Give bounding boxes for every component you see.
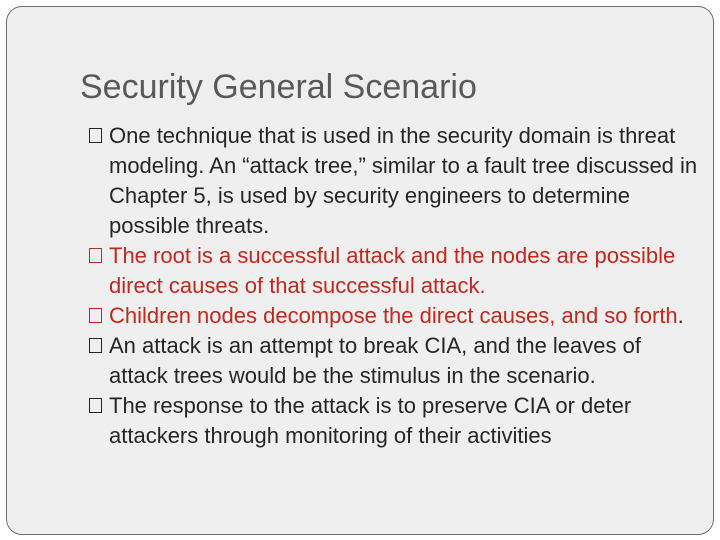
box-bullet-icon xyxy=(89,128,102,143)
bullet-text: One technique that is used in the security domain is threat modeling. An “attack tree,” similar to a fault tree discussed in Chapter 5, is used by security engineers to determine possible threats. xyxy=(109,123,698,238)
bullet-item xyxy=(89,121,699,241)
box-bullet-icon xyxy=(89,398,102,413)
bullet-text: The root is a successful attack and the nodes are possible direct causes of that successful attack. xyxy=(109,243,676,298)
bullet-text-end: . xyxy=(677,303,684,328)
box-bullet-icon xyxy=(89,338,102,353)
bullet-text: Children nodes decompose the direct causes, and so forth xyxy=(109,303,678,328)
bullet-item xyxy=(89,301,699,331)
bullet-item xyxy=(89,331,699,391)
box-bullet-icon xyxy=(89,308,102,323)
box-bullet-icon xyxy=(89,248,102,263)
bullet-item xyxy=(89,391,699,451)
bullet-list xyxy=(89,121,699,451)
slide-title: Security General Scenario xyxy=(80,68,477,106)
bullet-item xyxy=(89,241,699,301)
bullet-text: An attack is an attempt to break CIA, and the leaves of attack trees would be the stimulus in the scenario. xyxy=(109,333,641,388)
bullet-text: The response to the attack is to preserve CIA or deter attackers through monitoring of their activities xyxy=(109,393,632,448)
slide xyxy=(6,6,714,535)
